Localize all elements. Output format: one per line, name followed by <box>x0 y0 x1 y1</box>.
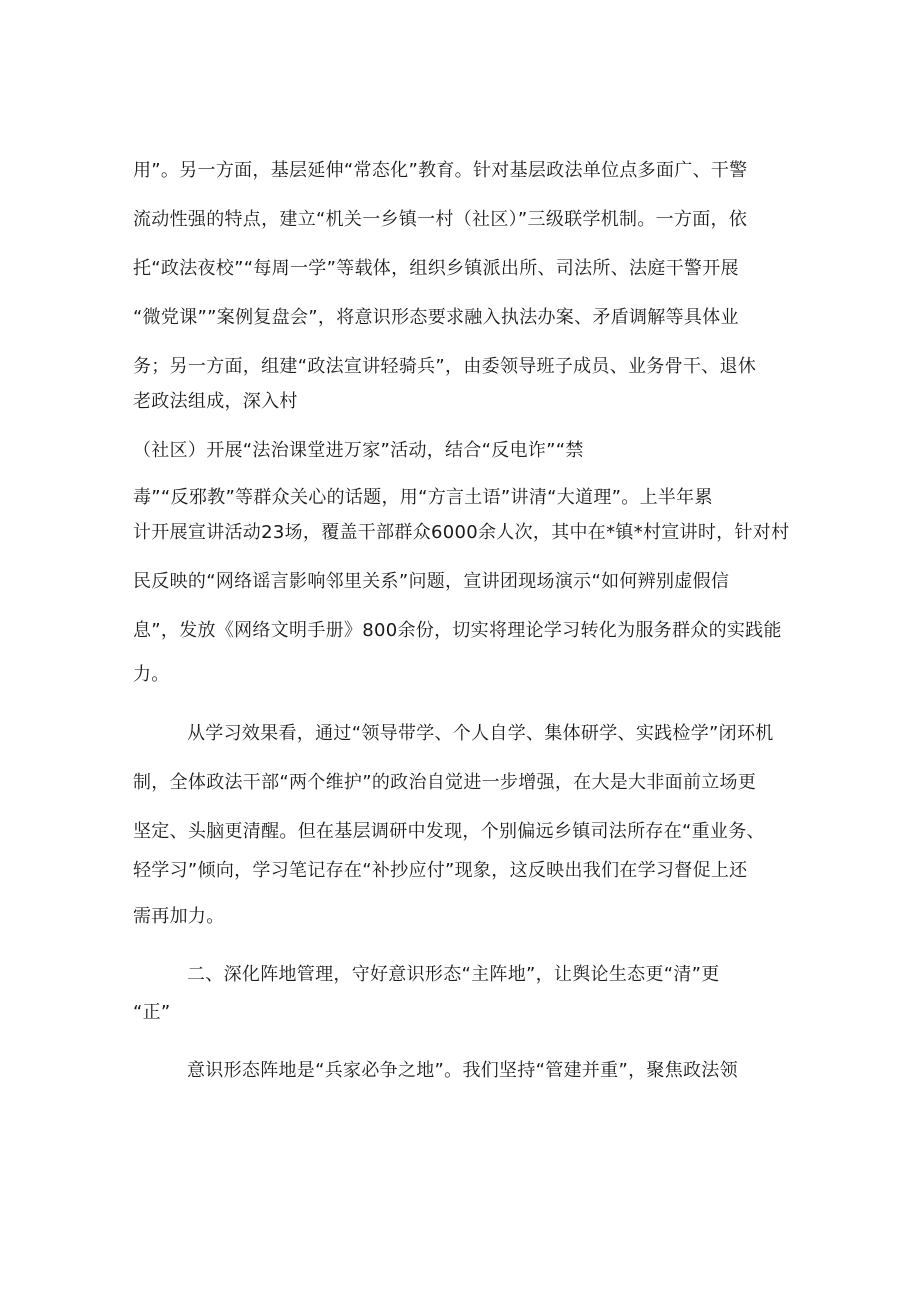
text-line: 息”，发放《网络文明手册》800余份，切实将理论学习转化为服务群众的实践能 <box>133 620 782 641</box>
text-line: 毒”“反邪教”等群众关心的话题，用“方言土语”讲清“大道理”。上半年累 <box>133 487 713 508</box>
paragraph-first-line: 从学习效果看，通过“领导带学、个人自学、集体研学、实践检学”闭环机 <box>187 723 774 744</box>
text-line: 制，全体政法干部“两个维护”的政治自觉进一步增强，在大是大非面前立场更 <box>133 772 757 793</box>
text-line: 用”。另一方面，基层延伸“常态化”教育。针对基层政法单位点多面广、干警 <box>133 160 748 181</box>
text-line: “微党课””案例复盘会”，将意识形态要求融入执法办案、矛盾调解等具体业 <box>133 307 739 328</box>
text-line: 托“政法夜校”“每周一学”等载体，组织乡镇派出所、司法所、法庭干警开展 <box>133 258 739 279</box>
text-line: 民反映的“网络谣言影响邻里关系”问题，宣讲团现场演示“如何辨别虚假信 <box>133 571 730 592</box>
text-line: 力。 <box>133 664 170 685</box>
text-line: 坚定、头脑更清醒。但在基层调研中发现，个别偏远乡镇司法所存在“重业务、 <box>133 821 765 842</box>
text-line: 计开展宣讲活动23场，覆盖干部群众6000余人次，其中在*镇*村宣讲时，针对村 <box>133 522 790 543</box>
text-line: 老政法组成，深入村 <box>133 391 298 412</box>
text-line: 务；另一方面，组建“政法宣讲轻骑兵”，由委领导班子成员、业务骨干、退休 <box>133 356 757 377</box>
section-heading: 二、深化阵地管理，守好意识形态“主阵地”，让舆论生态更“清”更 <box>187 964 720 985</box>
paragraph-first-line: 意识形态阵地是“兵家必争之地”。我们坚持“管建并重”，聚焦政法领 <box>187 1060 738 1081</box>
section-heading-continuation: “正” <box>133 1002 171 1023</box>
text-line: 轻学习”倾向，学习笔记存在“补抄应付”现象，这反映出我们在学习督促上还 <box>133 860 748 881</box>
text-line: 需再加力。 <box>133 906 225 927</box>
text-line: 流动性强的特点，建立“机关一乡镇一村（社区）”三级联学机制。一方面，依 <box>133 209 748 230</box>
text-line: （社区）开展“法治课堂进万家”活动，结合“反电诈”“禁 <box>133 440 584 461</box>
